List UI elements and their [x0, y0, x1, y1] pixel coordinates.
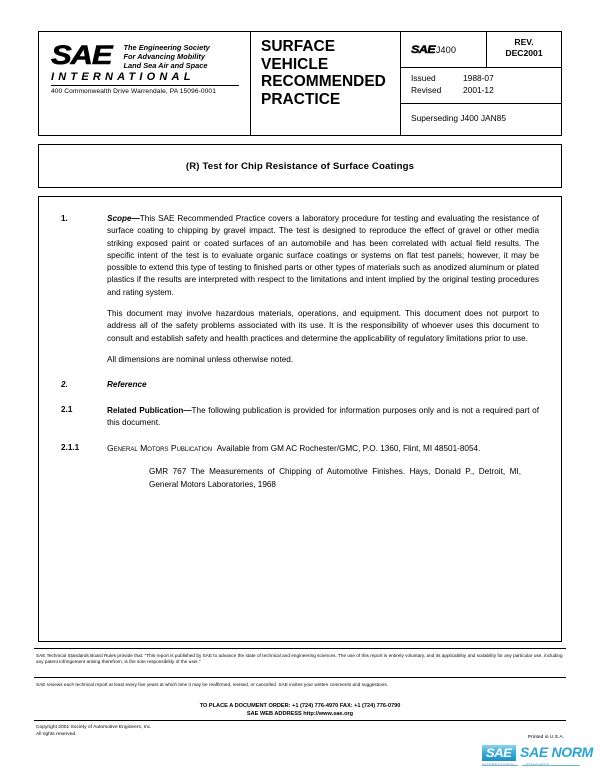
sae-logo-block [39, 32, 251, 135]
revised-label: Revised [411, 85, 442, 95]
doc-type-line-1: SURFACE [261, 38, 336, 55]
footer-rule-top [34, 648, 566, 649]
sae-address: 400 Commonwealth Drive Warrendale, PA 15096-0001 [51, 87, 216, 95]
tsb-rules-text: SAE Technical Standards Board Rules provide that: "This report is published by SAE to advance the state of technical and engineering sciences. The use of this report is entirely voluntary, and its applicability and suitability for any particular use, including any patent infringement arising therefrom, is the sole responsibility of the user." [36, 653, 563, 665]
section-gm-publication-number: 2.1.1 [61, 442, 80, 452]
document-body [38, 196, 562, 642]
printed-in-text: Printed in U.S.A. [527, 735, 564, 740]
issued-label: Issued [411, 73, 436, 83]
copyright-line-1: Copyright 2001 Society of Automotive Engineers, Inc. [36, 725, 152, 730]
section-related-publication-body: The following publication is provided for information purposes only and is not a required part of this document. [107, 405, 539, 427]
sae-norm-badge-text: SAE [486, 746, 512, 760]
web-address-line: SAE WEB ADDRESS http://www.sae.org [246, 711, 354, 717]
sae-tagline-line-1: The Engineering Society [123, 43, 210, 52]
document-subtitle: (R) Test for Chip Resistance of Surface Coatings [185, 160, 415, 172]
doc-number-value: J400 [435, 44, 457, 55]
document-meta-block [401, 32, 561, 135]
document-type-block [251, 32, 401, 135]
section-related-publication-text [107, 405, 539, 430]
doc-type-line-2: VEHICLE [261, 55, 329, 73]
sae-tagline-line-3: Land Sea Air and Space [123, 61, 208, 71]
doc-number-row [401, 32, 561, 68]
section-reference-number: 2. [61, 379, 68, 389]
superseding-cell: Superseding J400 JAN85 [411, 113, 506, 123]
section-scope-text [107, 213, 539, 299]
sae-norm-sub-left: INTERNATIONAL [482, 763, 516, 767]
doc-number-cell [401, 32, 487, 67]
footer-rule-middle [34, 677, 566, 678]
section-gm-publication [61, 442, 539, 455]
sae-mini-wordmark: SAE [411, 43, 435, 56]
norm-rule-right [522, 765, 580, 766]
section-related-publication [61, 405, 539, 430]
reference-entry: GMR 767 The Measurements of Chipping of Automotive Finishes. Hays, Donald P., Detroit, MI, General Motors Laboratories, 1968 [149, 467, 521, 489]
revision-cell [487, 32, 561, 67]
doc-type-line-4: PRACTICE [261, 90, 341, 108]
revised-value: 2001-12 [463, 85, 494, 95]
revision-value: DEC2001 [505, 48, 543, 58]
footer-rule-bottom [34, 720, 566, 721]
norm-rule-left [482, 765, 518, 766]
review-notice-text: SAE reviews each technical report at least every five years at which time it may be reaffirmed, revised, or cancelled. SAE invites your written comments and suggestions. [36, 682, 389, 687]
section-reference-title: Reference [107, 380, 147, 390]
sae-norm-logo [482, 743, 594, 771]
sae-norm-sub-right: STANDARDS [526, 763, 550, 767]
document-header [38, 31, 562, 136]
sae-tagline [124, 42, 210, 70]
doc-type-line-3: RECOMMENDED [261, 73, 386, 90]
document-subtitle-box [38, 144, 562, 188]
section-scope [61, 213, 539, 299]
dimensions-paragraph: All dimensions are nominal unless otherwise noted. [107, 354, 294, 364]
issued-value: 1988-07 [463, 73, 494, 83]
section-scope-number: 1. [61, 213, 68, 223]
hazard-paragraph: This document may involve hazardous materials, operations, and equipment. This document does not purport to address all of the safety problems associated with its use. It is the responsibility of whoever uses this document to consult and establish safety and health practices and determine the applicability of regulatory limitations prior to use. [107, 309, 539, 343]
section-gm-publication-caps: General Motors Publication [107, 443, 213, 454]
dates-cell [401, 68, 561, 104]
sae-norm-wordmark: SAE NORM [520, 744, 594, 760]
section-gm-publication-text [107, 442, 539, 455]
order-line: TO PLACE A DOCUMENT ORDER: +1 (724) 776-4970 FAX: +1 (724) 776-0790 [199, 703, 401, 709]
sae-wordmark: SAE [51, 40, 112, 70]
section-reference [61, 379, 539, 391]
sae-tagline-line-2: For Advancing Mobility [123, 52, 205, 62]
sae-international-text: INTERNATIONAL [51, 71, 195, 84]
logo-divider-rule [51, 85, 239, 86]
copyright-line-2: All rights reserved. [36, 732, 77, 737]
revision-label: REV. [514, 37, 534, 47]
sae-norm-badge-icon [482, 745, 516, 761]
section-gm-publication-body: Available from GM AC Rochester/GMC, P.O. 1360, Flint, MI 48501-8054. [216, 444, 481, 454]
section-related-publication-lead: Related Publication— [107, 405, 192, 415]
section-related-publication-number: 2.1 [61, 405, 73, 415]
section-scope-lead: Scope— [107, 214, 140, 223]
section-scope-body: This SAE Recommended Practice covers a laboratory procedure for testing and evaluating the resistance of surface coating to chipping by gravel impact. The test is designed to reproduce the effect of gravel or other media striking exposed paint or coated surfaces of an automobile and has been correlated with actual field results. The specific intent of the test is to evaluate organic surface coatings or systems on flat test panels; however, it may be possible to extend this type of testing to finished parts or other types of materials such as anodized aluminum or plated plastics if the results are interpreted with respect to the limitations and intent implied by the original testing procedures and rating system. [107, 214, 539, 297]
